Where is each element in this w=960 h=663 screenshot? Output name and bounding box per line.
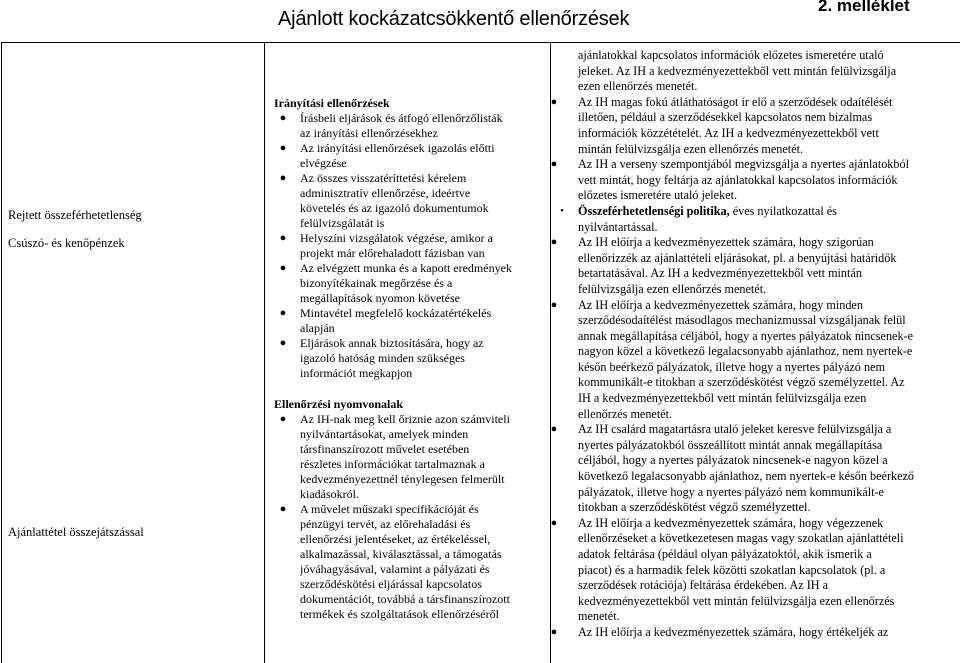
text-line: adatok feltárása (például olyan pályázatoktól, akik ismerik a xyxy=(578,547,872,561)
text-line: társfinanszírozott művelet esetében xyxy=(300,442,470,456)
list-item xyxy=(274,111,550,141)
text-line: Az IH előírja a kedvezményezettek számára, hogy értékeljék az xyxy=(578,624,889,639)
risk-label: Rejtett összeférhetetlenség xyxy=(8,208,142,222)
text-line: Írásbeli eljárások és átfogó ellenőrzőlisták xyxy=(300,111,503,125)
text-line: pályázatok, illetve hogy a nyertes pályázó nem kommunikált-e xyxy=(578,484,884,499)
bullet-icon: ● xyxy=(279,503,287,515)
section-heading: Irányítási ellenőrzések xyxy=(274,96,390,110)
text-line: adminisztratív ellenőrzése, ideértve xyxy=(300,186,471,200)
bullet-list xyxy=(550,235,958,640)
text-line: szerződéskötési eljárással kapcsolatos xyxy=(300,577,482,591)
text-line: vett mintát, hogy feltárja az ajánlatokkal kapcsolatos információk xyxy=(578,172,898,187)
list-item xyxy=(550,235,958,297)
list-item xyxy=(274,412,550,502)
risk-label: Csúszó- és kenőpénzek xyxy=(8,236,125,250)
list-item xyxy=(274,336,550,381)
bullet-list xyxy=(274,111,550,381)
list-item xyxy=(560,203,958,235)
list-item xyxy=(550,422,958,516)
bullet-icon: ● xyxy=(550,298,558,311)
bullet-icon: ● xyxy=(279,142,287,154)
text-line: titokban a szerződéskötést végző személyzettel. xyxy=(578,500,811,515)
right-column xyxy=(550,48,958,641)
bullet-icon: ● xyxy=(550,625,558,638)
text-line: Az IH előírja a kedvezményezettek számára, hogy minden xyxy=(578,297,863,312)
annex-label: 2. melléklet xyxy=(818,0,910,15)
list-item xyxy=(550,297,958,423)
text-line: céljából, hogy a nyertes pályázatok nincsenek-e nagyon közel a xyxy=(578,453,888,468)
text-line: piacot) és a harmadik felek közötti szokatlan kapcsolatok (pl. a xyxy=(578,562,886,577)
page-title: Ajánlott kockázatcsökkentő ellenőrzések xyxy=(278,8,630,30)
bullet-icon: • xyxy=(560,204,564,217)
text-line: alkalmazással, kiválasztással, a támogatás xyxy=(300,547,502,561)
bullet-icon: ● xyxy=(279,413,287,425)
text-line: megállapítások nyomon követése xyxy=(300,291,460,305)
bullet-icon: ● xyxy=(550,158,558,171)
list-item xyxy=(274,502,550,622)
text-line: annak megállapítása céljából, hogy a nyertes pályázatok nincsenek-e xyxy=(578,328,914,343)
text-line: felülvizsgálja ezen ellenőrzés menetét. xyxy=(578,281,767,296)
text-line: elvégzése xyxy=(300,156,347,170)
text-line: igazoló hatóság minden szükséges xyxy=(300,351,465,365)
bold-text: Összeférhetetlenségi politika, xyxy=(578,203,730,218)
text-line: illetően, például a szerződésekkel kapcsolatos nem bizalmas xyxy=(578,110,873,125)
text-line: Az IH előírja a kedvezményezettek számára, hogy szigorúan xyxy=(578,235,874,250)
text-line: nagyon közel a következő legalacsonyabb ajánlathoz, nem nyertek-e xyxy=(578,344,913,359)
text-line: IH a kedvezményezettekből vett mintán felülvizsgálja ezen xyxy=(578,391,867,406)
bullet-icon: ● xyxy=(279,337,287,349)
text-line: menetét. xyxy=(578,609,620,624)
text-line: ajánlatokkal kapcsolatos információk előzetes ismeretére utaló xyxy=(578,48,884,62)
text-line: Helyszíni vizsgálatok végzése, amikor a xyxy=(300,231,493,245)
list-item xyxy=(550,624,958,641)
text-line: felülvizsgálatát is xyxy=(300,216,385,230)
bullet-icon: ● xyxy=(279,262,287,274)
list-item xyxy=(274,261,550,306)
text-line: későn beérkező pályázatok, illetve hogy a nyertes pályázó nem xyxy=(578,359,885,374)
text-line: Az IH csalárd magatartásra utaló jeleket keresve felülvizsgálja a xyxy=(578,422,892,437)
text-line: Az irányítási ellenőrzések igazolás előtti xyxy=(300,141,495,155)
text-line: részletes információkat tartalmaznak a xyxy=(300,457,485,471)
text-line: termékek és szolgáltatások ellenőrzéséről xyxy=(300,607,499,621)
text-line: nyertes pályázatokból összeállított mintát annak megállapítása xyxy=(578,437,883,452)
list-item xyxy=(550,94,958,157)
bullet-icon: ● xyxy=(279,112,287,124)
text-line: információt megkapjon xyxy=(300,366,413,380)
text-line: nyilvántartásokat, amelyek minden xyxy=(300,427,469,441)
text-line: A művelet műszaki specifikációját és xyxy=(300,502,479,516)
list-item xyxy=(550,515,958,625)
text-line: Mintavétel megfelelő kockázatértékelés xyxy=(300,306,492,320)
text-line: kommunikált-e titokban a szerződéskötést végző személyzettel. Az xyxy=(578,375,905,390)
text-line: mintán felülvizsgálja ezen ellenőrzés menetét. xyxy=(578,141,804,156)
middle-column xyxy=(274,96,550,622)
bullet-icon: ● xyxy=(550,516,558,529)
text-line: jóváhagyásával, valamint a pályázati és xyxy=(300,562,490,576)
text-line: kedvezményezettnél ténylegesen felmerült xyxy=(300,472,505,486)
list-item xyxy=(274,141,550,171)
text-line: bizonyítékainak megőrzése és a xyxy=(300,276,453,290)
text-line: ellenőrzés menetét. xyxy=(578,406,673,421)
column-divider xyxy=(264,43,265,663)
bullet-icon: ● xyxy=(279,172,287,184)
text-line: előzetes ismeretére utaló jeleket. xyxy=(578,188,738,203)
text-line: ellenőrzéseket a következetesen magas vagy szokatlan ajánlattételi xyxy=(578,531,904,546)
text-line: következő legalacsonyabb ajánlathoz, nem nyertek-e későn beérkező xyxy=(578,469,915,484)
text-line: Az IH magas fokú átláthatóságot ír elő a szerződések odaítélését xyxy=(578,94,893,109)
text-line xyxy=(578,204,958,220)
text-line: Eljárások annak biztosítására, hogy az xyxy=(300,336,484,350)
text-line: az irányítási ellenőrzésekhez xyxy=(300,126,438,140)
column-divider xyxy=(550,43,551,663)
text-line: kedvezményezettekből vett mintán felülvizsgálja ezen ellenőrzés xyxy=(578,593,895,608)
text-line: pénzügyi tervét, az előrehaladási és xyxy=(300,517,471,531)
text-line: jeleket. Az IH a kedvezményezettekből vett mintán felülvizsgálja xyxy=(578,63,897,78)
bullet-icon: ● xyxy=(279,232,287,244)
text-line: nyilvántartással. xyxy=(578,219,658,234)
list-item xyxy=(274,306,550,336)
text-line: Az IH előírja a kedvezményezettek számára, hogy végezzenek xyxy=(578,515,884,530)
text-line: Az elvégzett munka és a kapott eredmények xyxy=(300,261,512,275)
text-line: szerződések rotációja) feltárása érdekében. Az IH a xyxy=(578,578,829,593)
bullet-list xyxy=(274,412,550,622)
text-line: ellenőrizzék az ajánlattételi eljárásokat, pl. a benyújtási határidők xyxy=(578,250,897,265)
text-line: dokumentációt, továbbá a társfinanszírozott xyxy=(300,592,510,606)
text-line: ellenőrzési jelentéseket, az értékeléssel, xyxy=(300,532,491,546)
text-line: kiadásokról. xyxy=(300,487,359,501)
text-line: projekt már előrehaladott fázisban van xyxy=(300,246,485,260)
text-line: információk közzétételét. Az IH a kedvezményezettekből vett xyxy=(578,125,879,140)
text-line: követelés és az igazoló dokumentumok xyxy=(300,201,489,215)
list-item xyxy=(550,157,958,204)
bullet-icon: ● xyxy=(279,307,287,319)
text-line: szerződésodaítélést másodlagos mechanizmussal vizsgáljanak felül xyxy=(578,313,906,328)
risk-label: Ajánlattétel összejátszással xyxy=(8,525,144,539)
lead-paragraph xyxy=(572,48,958,95)
bullet-icon: ● xyxy=(550,423,558,436)
text-line: Az IH-nak meg kell őriznie azon számviteli xyxy=(300,412,510,426)
text-line: Az összes visszatéríttetési kérelem xyxy=(300,171,467,185)
controls-table xyxy=(1,42,960,663)
text-line: betartatásával. Az IH a kedvezményezettekből vett mintán xyxy=(578,266,862,281)
text-line: alapján xyxy=(300,321,335,335)
bullet-list xyxy=(550,94,958,204)
bullet-icon: ● xyxy=(550,95,558,108)
section-heading: Ellenőrzési nyomvonalak xyxy=(274,397,404,411)
text-line: ezen ellenőrzés menetét. xyxy=(578,79,698,94)
list-item xyxy=(274,171,550,231)
text-line: Az IH a verseny szempontjából megvizsgálja a nyertes ajánlatokból xyxy=(578,157,909,172)
bullet-icon: ● xyxy=(550,236,558,249)
list-item xyxy=(274,231,550,261)
text-span: éves nyilatkozattal és xyxy=(729,203,837,218)
